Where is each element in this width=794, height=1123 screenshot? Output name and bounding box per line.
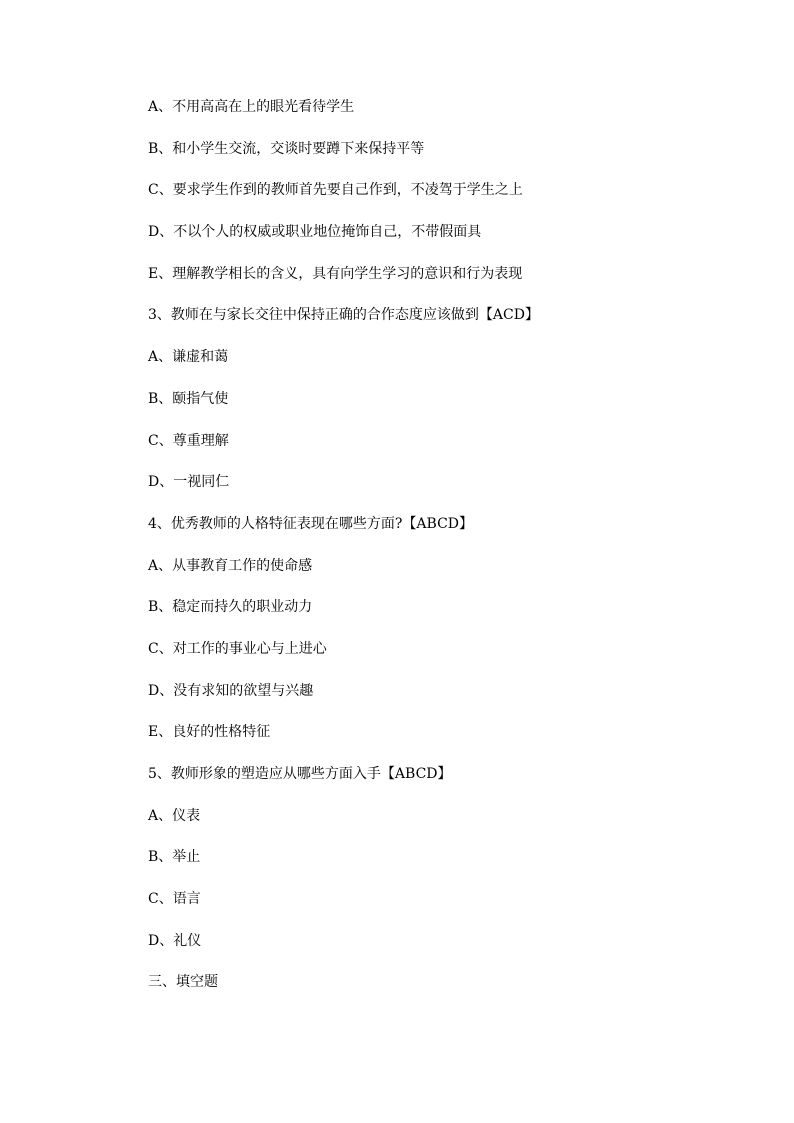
option-line: E、理解教学相长的含义，具有向学生学习的意识和行为表现 (148, 265, 523, 282)
option-line: D、没有求知的欲望与兴趣 (148, 682, 314, 699)
option-line: D、不以个人的权威或职业地位掩饰自己，不带假面具 (148, 224, 482, 241)
option-line: B、举止 (148, 849, 201, 866)
option-line: B、稳定而持久的职业动力 (148, 599, 313, 616)
option-line: B、颐指气使 (148, 390, 229, 407)
question-line: 5、教师形象的塑造应从哪些方面入手【ABCD】 (148, 766, 452, 782)
document-body (148, 96, 748, 1013)
option-line: C、尊重理解 (148, 432, 229, 449)
option-line: C、要求学生作到的教师首先要自己作到，不凌驾于学生之上 (148, 182, 523, 199)
option-line: A、谦虚和蔼 (148, 349, 229, 366)
option-line: A、不用高高在上的眼光看待学生 (148, 99, 355, 115)
option-line: E、良好的性格特征 (148, 724, 271, 741)
option-line: A、仪表 (148, 807, 201, 824)
option-line: B、和小学生交流，交谈时要蹲下来保持平等 (148, 140, 425, 157)
option-line: A、从事教育工作的使命感 (148, 557, 313, 574)
option-line: C、语言 (148, 891, 201, 908)
option-line: C、对工作的事业心与上进心 (148, 640, 327, 657)
section-heading: 三、填空题 (148, 974, 218, 991)
question-line: 3、教师在与家长交往中保持正确的合作态度应该做到【ACD】 (148, 307, 539, 324)
option-line: D、一视同仁 (148, 474, 230, 491)
question-line: 4、优秀教师的人格特征表现在哪些方面?【ABCD】 (148, 515, 474, 532)
option-line: D、礼仪 (148, 932, 202, 949)
